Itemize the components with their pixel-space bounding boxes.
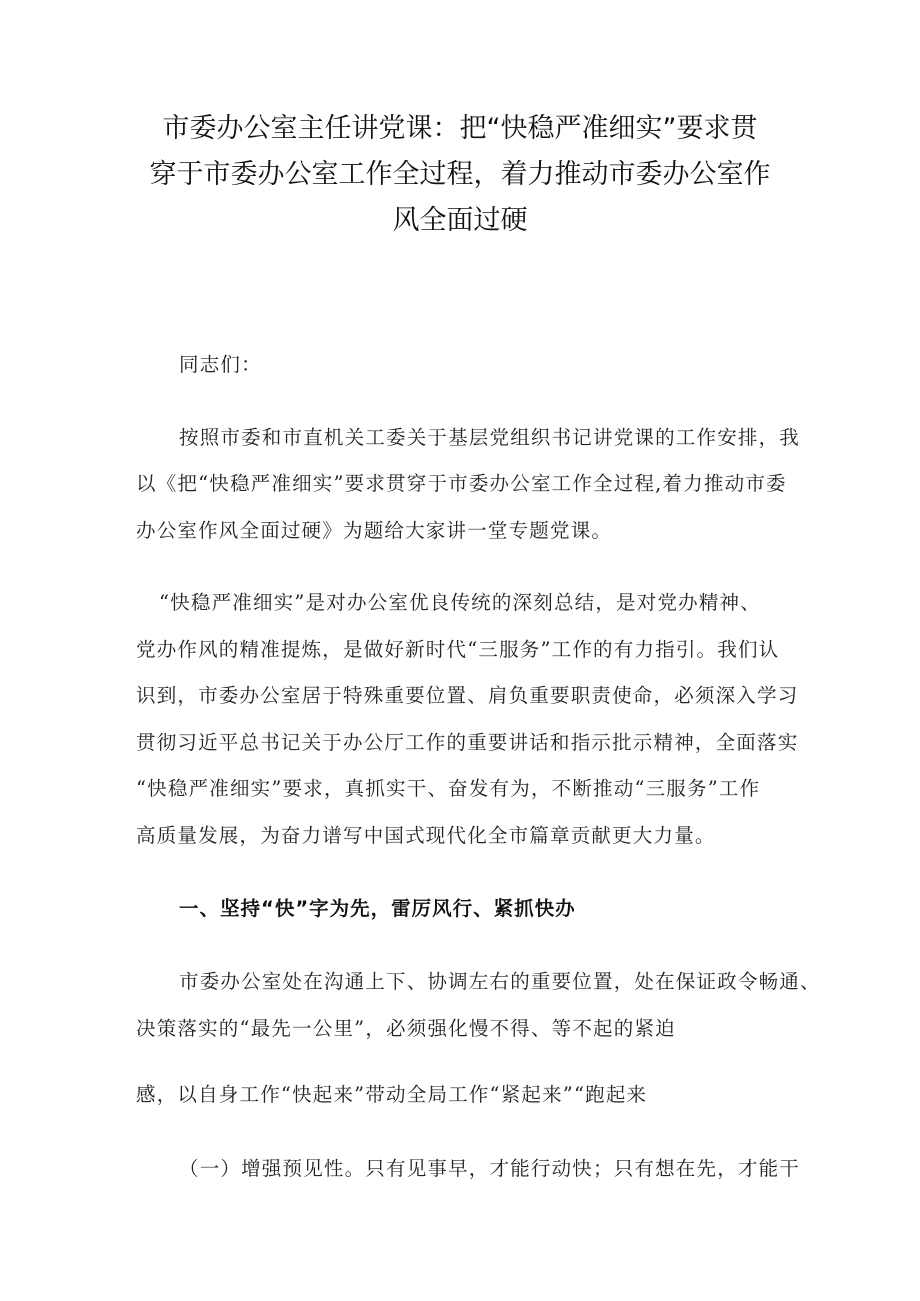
section-heading: 一、坚持“快”字为先，雷厉风行、紧抓快办 — [179, 897, 576, 920]
paragraph-1-line: 按照市委和市直机关工委关于基层党组织书记讲党课的工作安排，我 — [179, 426, 801, 449]
paragraph-2-line: “快稳严准细实”是对办公室优良传统的深刻总结，是对党办精神、 — [159, 591, 761, 614]
title-line: 风全面过硬 — [392, 205, 528, 236]
title-line: 市委办公室主任讲党课：把“快稳严准细实”要求贯 — [162, 113, 758, 144]
document-title — [120, 106, 800, 244]
paragraph-2-line: “快稳严准细实”要求，真抓实干、奋发有为，不断推动“三服务”工作 — [136, 777, 761, 800]
salutation: 同志们： — [179, 353, 262, 376]
paragraph-1-line: 办公室作风全面过硬》为题给大家讲一堂专题党课。 — [136, 519, 613, 542]
paragraph-2-line: 贯彻习近平总书记关于办公厅工作的重要讲话和指示批示精神，全面落实 — [136, 731, 799, 754]
paragraph-3-line: 市委办公室处在沟通上下、协调左右的重要位置，处在保证政令畅通、 — [179, 970, 821, 993]
paragraph-2-line: 党办作风的精准提炼，是做好新时代“三服务”工作的有力指引。我们认 — [136, 638, 780, 661]
paragraph-1-line: 以《把“快稳严准细实”要求贯穿于市委办公室工作全过程,着力推动市委 — [136, 472, 787, 495]
paragraph-3-line: 决策落实的“最先一公里”，必须强化慢不得、等不起的紧迫 — [136, 1017, 676, 1040]
title-line: 穿于市委办公室工作全过程，着力推动市委办公室作 — [149, 159, 771, 190]
subsection-heading: （一）增强预见性。只有见事早，才能行动快；只有想在先，才能干 — [179, 1157, 801, 1180]
paragraph-2-line: 识到，市委办公室居于特殊重要位置、肩负重要职责使命，必须深入学习 — [136, 684, 799, 707]
paragraph-2-line: 高质量发展，为奋力谱写中国式现代化全市篇章贡献更大力量。 — [136, 824, 716, 847]
paragraph-3-line: 感，以自身工作“快起来”带动全局工作“紧起来”“跑起来 — [136, 1083, 648, 1106]
